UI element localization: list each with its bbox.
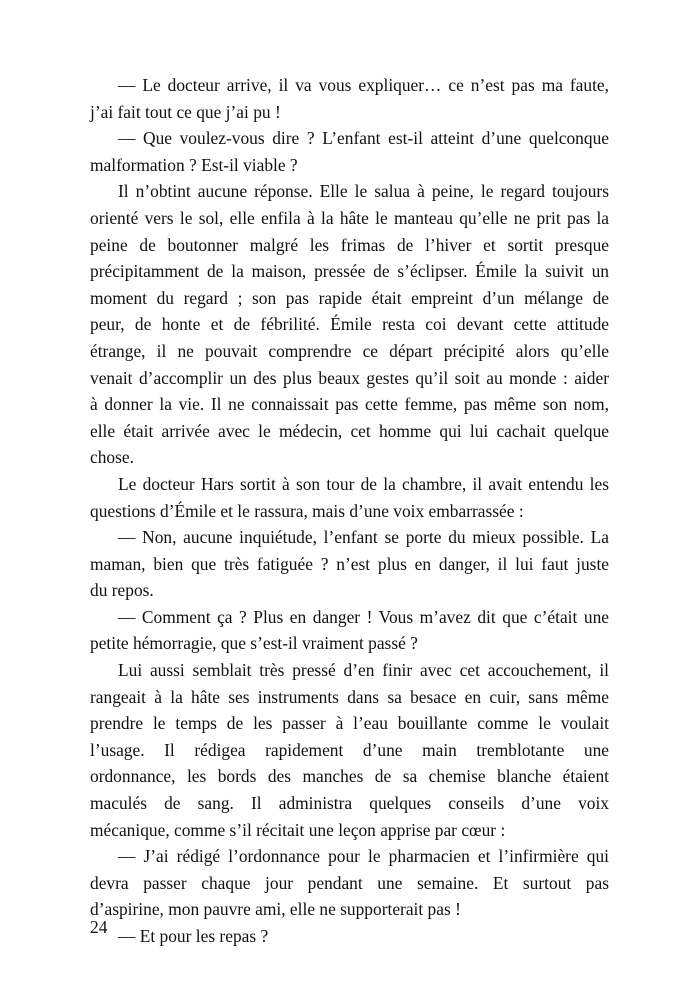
page-number: 24 xyxy=(90,917,108,937)
text-line: malformation ? Est-il viable ? xyxy=(90,154,298,175)
text-line: — Comment ça ? Plus en danger ! Vous m’avez dit que c’était une xyxy=(118,606,609,627)
text-line: à donner la vie. Il ne connaissait pas cette femme, pas même son nom, xyxy=(90,394,609,415)
text-line: — J’ai rédigé l’ordonnance pour le pharmacien et l’infirmière qui xyxy=(118,846,609,867)
text-line: — Le docteur arrive, il va vous expliquer… ce n’est pas ma faute, xyxy=(118,75,609,95)
text-line: Lui aussi semblait très pressé d’en finir avec cet accouchement, il xyxy=(118,660,609,681)
text-line: chose. xyxy=(90,447,134,468)
text-line: l’usage. Il rédigea rapidement d’une main tremblotante une xyxy=(90,739,609,760)
text-line: Le docteur Hars sortit à son tour de la chambre, il avait entendu les xyxy=(118,473,609,494)
text-line: moment du regard ; son pas rapide était empreint d’un mélange de xyxy=(90,287,609,308)
text-line: prendre le temps de les passer à l’eau bouillante comme le voulait xyxy=(90,713,609,734)
text-line: — Et pour les repas ? xyxy=(118,926,269,946)
text-line: j’ai fait tout ce que j’ai pu ! xyxy=(90,101,281,122)
text-line: elle était arrivée avec le médecin, cet homme qui lui cachait quelque xyxy=(90,420,609,441)
text-line: maculés de sang. Il administra quelques conseils d’une voix xyxy=(90,793,609,814)
text-line: du repos. xyxy=(90,580,154,601)
text-line: peine de boutonner malgré les frimas de l’hiver et sortit presque xyxy=(90,234,609,255)
text-line: Il n’obtint aucune réponse. Elle le salua à peine, le regard toujours xyxy=(118,181,609,202)
text-line: — Non, aucune inquiétude, l’enfant se porte du mieux possible. La xyxy=(118,527,609,548)
text-line: venait d’accomplir un des plus beaux gestes qu’il soit au monde : aider xyxy=(90,367,609,388)
text-line: maman, bien que très fatiguée ? n’est plus en danger, il lui faut juste xyxy=(90,553,609,574)
page-body-text xyxy=(90,72,609,950)
text-line: précipitamment de la maison, pressée de s’éclipser. Émile la suivit un xyxy=(90,261,609,282)
text-line: — Que voulez-vous dire ? L’enfant est-il atteint d’une quelconque xyxy=(118,128,609,149)
text-line: devra passer chaque jour pendant une semaine. Et surtout pas xyxy=(90,872,609,893)
text-line: rangeait à la hâte ses instruments dans sa besace en cuir, sans même xyxy=(90,686,609,707)
text-line: petite hémorragie, que s’est-il vraiment passé ? xyxy=(90,633,418,654)
text-line: étrange, il ne pouvait comprendre ce départ précipité alors qu’elle xyxy=(90,340,609,361)
text-line: questions d’Émile et le rassura, mais d’une voix embarrassée : xyxy=(90,500,524,521)
text-line: orienté vers le sol, elle enfila à la hâte le manteau qu’elle ne prit pas la xyxy=(90,207,609,228)
text-line: mécanique, comme s’il récitait une leçon apprise par cœur : xyxy=(90,819,506,840)
text-line: ordonnance, les bords des manches de sa chemise blanche étaient xyxy=(90,766,609,787)
text-line: peur, de honte et de fébrilité. Émile resta coi devant cette attitude xyxy=(90,314,609,335)
text-line: d’aspirine, mon pauvre ami, elle ne supporterait pas ! xyxy=(90,899,461,920)
